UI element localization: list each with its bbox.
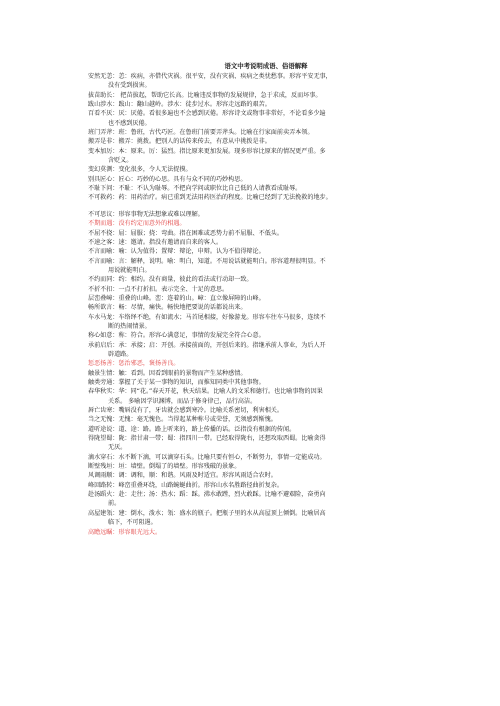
idiom-entry-continuation: 含贬义。 <box>108 157 133 165</box>
idiom-entry <box>88 128 470 137</box>
idiom-entry <box>88 91 470 100</box>
idiom-entry-text: 畅所欲言：畅：尽情，痛快。畅快地把要说的话都说出来。 <box>88 304 247 312</box>
idiom-entry-text: 触景生情：触：看到。因看到眼前的景物而产生某种感情。 <box>88 369 247 377</box>
idiom-entry-text: 高屋建瓴：建：倒水，泼水；瓴：盛水的瓶子。把瓶子里的水从高屋顶上倾倒。比喻居高 <box>88 509 326 517</box>
idiom-entry-text: 不折不扣：一点不打折扣。表示完全、十足的意思。 <box>88 285 229 293</box>
idiom-entry-text: 安然无恙：恙：疾病，亦借代灾祸。很平安，没有灾祸、疾病之类忧愁事。形容平安无事， <box>88 73 332 80</box>
idiom-entry <box>88 462 470 471</box>
idiom-entry-text: 层峦叠嶂：重叠的山峰。峦：连着的山。嶂：直立像屏障的山峰。 <box>88 294 265 302</box>
idiom-entry-text: 不可思议：形容事物无法想象或难以理解。 <box>88 210 204 218</box>
idiom-entry <box>88 434 470 453</box>
idiom-entry-text: 断壁残垣：垣：墙壁。倒塌了的墙壁。形容残破的景象。 <box>88 463 241 471</box>
idiom-entry <box>88 359 470 368</box>
idiom-entry-continuation: 前。 <box>108 500 121 508</box>
idiom-entry-continuation: 关系。 多喻因学识渊博，而品于修身律己，品行高洁。 <box>108 397 257 405</box>
idiom-entry-continuation: 断的热闹情景。 <box>108 322 151 330</box>
idiom-entry-text: 跋山涉水：跋山：翻山越岭。涉水：徒步过水。形容走远路的艰苦。 <box>88 101 271 109</box>
idiom-entry <box>88 275 470 284</box>
idiom-entry-text: 唇亡齿寒：嘴唇没有了，牙齿就会感到寒冷。比喻关系密切，利害相关。 <box>88 407 283 415</box>
idiom-entry-text: 称心如意：称：符合。形容心满意足，事情的发展完全符合心意。 <box>88 332 265 340</box>
idiom-entry-text: 不可救药：药：用药治疗。病已重到无法用药医治的程度。比喻已经到了无法挽救的地步。 <box>88 194 332 202</box>
idiom-entry <box>88 285 470 294</box>
idiom-entry <box>88 165 470 174</box>
idiom-list-section-2 <box>88 210 470 537</box>
idiom-entry <box>88 509 470 528</box>
section-gap <box>88 203 470 210</box>
idiom-entry-continuation: 没有受到损害。 <box>108 82 151 90</box>
idiom-entry <box>88 247 470 256</box>
idiom-entry <box>88 471 470 480</box>
idiom-entry <box>88 184 470 193</box>
idiom-entry-text: 搬弄是非：搬弄：挑拨。把别人的话传来传去，有意从中挑拨是非。 <box>88 138 271 146</box>
idiom-entry-text: 风调雨顺：调：调和，顺：和谐。风雨及时适宜。形容风雨适合农时。 <box>88 472 277 480</box>
idiom-entry <box>88 100 470 109</box>
idiom-entry <box>88 238 470 247</box>
idiom-entry <box>88 528 470 537</box>
idiom-entry-text: 不速之客：速：邀请。指没有邀请而自来的客人。 <box>88 238 223 246</box>
idiom-entry-text: 赴汤蹈火：赴：走往；汤：热水；蹈：踩。沸水敢蹚，烈火敢踩。比喻不避艰险，奋勇向 <box>88 491 326 499</box>
idiom-entry-continuation: 无厌。 <box>108 444 127 452</box>
idiom-entry-text: 道听途说：道、途：路。路上听来的，路上传播的话。泛指没有根据的传闻。 <box>88 425 296 433</box>
idiom-list-section-1 <box>88 72 470 203</box>
idiom-entry <box>88 109 470 128</box>
idiom-entry <box>88 490 470 509</box>
idiom-entry-text: 触类旁通：掌握了关于某一事物的知识，而推知同类中其他事物。 <box>88 379 265 386</box>
idiom-entry <box>88 378 470 387</box>
idiom-entry-text: 拔苗助长： 把苗拔起，帮助它长高。比喻违反事物的发展规律，急于求成，反而坏事。 <box>88 91 322 99</box>
idiom-entry <box>88 387 470 406</box>
idiom-entry-continuation: 辟道路。 <box>108 350 133 358</box>
idiom-entry <box>88 72 470 91</box>
idiom-entry <box>88 453 470 462</box>
idiom-entry-text: 百看不厌：厌：厌倦。看很多遍也不会感到厌倦。形容诗文或物事非常好，不论看多少遍 <box>88 110 326 118</box>
idiom-entry-text: 高瞻远瞩：形容眼光远大。 <box>88 528 162 536</box>
idiom-entry-text: 惩恶扬善：惩治邪恶，褒扬善良。 <box>88 360 180 368</box>
idiom-entry-text: 不言而喻：言：解释，说明。喻：明白，知道。不用说话就能明白。形容道理很明显。不 <box>88 257 326 265</box>
idiom-entry <box>88 210 470 219</box>
document-title: 语文中考说明成语、俗语解释 <box>224 62 308 70</box>
idiom-entry-continuation: 用说就能明白。 <box>108 266 151 274</box>
idiom-entry-text: 滴水穿石：水不断下滴，可以滴穿石头。比喻只要有恒心，不断努力，事情一定能成功。 <box>88 453 326 461</box>
idiom-entry-text: 车水马龙：车络绎不绝，有如流水；马首尾相接，好像游龙。形容车往车马很多，连续不 <box>88 313 326 321</box>
idiom-entry <box>88 219 470 228</box>
idiom-entry <box>88 406 470 415</box>
idiom-entry-text: 春华秋实：华：同“花。”春天开花，秋天结果。比喻人的文采和德行。也比喻事物的因果 <box>88 388 323 396</box>
idiom-entry-text: 班门弄斧：班：鲁班，古代巧匠。在鲁班门前要弄斧头。比喻在行家面前卖弄本领。 <box>88 129 314 137</box>
idiom-entry <box>88 303 470 312</box>
idiom-entry-continuation: 也不感到厌倦。 <box>108 119 151 127</box>
idiom-entry-text: 不耻下问：不耻：不认为耻辱。不把向学问或职位比自己低的人请教看成耻辱。 <box>88 185 302 193</box>
idiom-entry-text: 变幻莫测：变化很多，令人无法捉摸。 <box>88 166 192 174</box>
idiom-entry-text: 当之无愧：无愧：毫无愧色。当得起某种称号或荣誉，无须感到惭愧。 <box>88 416 277 424</box>
idiom-entry <box>88 175 470 184</box>
idiom-entry <box>88 331 470 340</box>
idiom-entry <box>88 481 470 490</box>
idiom-entry-text: 得陇望蜀：陇：指甘肃一带；蜀：指四川一带。已经取得陇右，还想攻取西蜀。比喻贪得 <box>88 435 326 443</box>
idiom-entry <box>88 369 470 378</box>
idiom-entry-text: 不期而遇：没有约定而意外的相遇。 <box>88 220 186 228</box>
idiom-entry-text: 变本加厉：本：原来。厉：猛烈。指比原来更加发展。现多形容比原来的情况更严重。多 <box>88 147 326 155</box>
idiom-entry <box>88 257 470 276</box>
idiom-entry-text: 不屈不挠：屈：屈服；挠：弯曲。指在困难或恶势力前不屈服、不低头。 <box>88 229 283 237</box>
idiom-entry <box>88 425 470 434</box>
idiom-entry <box>88 229 470 238</box>
idiom-entry <box>88 294 470 303</box>
idiom-entry-continuation: 临下，不可阻遏。 <box>108 519 157 527</box>
idiom-entry-text: 承前启后：承：承接；启：开创。承接前面的，开创后来的。指继承前人事业，为后人开 <box>88 341 326 349</box>
idiom-entry <box>88 313 470 332</box>
idiom-entry-text: 别具匠心：匠心：巧妙的心思。具有与众不同的巧妙构思。 <box>88 175 247 183</box>
idiom-entry-text: 不约而同：约：相约。没有商量，彼此的看法或行动却一致。 <box>88 276 253 284</box>
idiom-entry-text: 峰回路转：峰峦重叠环绕，山路蜿蜒曲折。形容山水名胜路径曲折复杂。 <box>88 481 283 489</box>
idiom-entry-text: 不言而喻：喻：认为值得；置辩：辩论，申辩。认为不值得辩论。 <box>88 248 265 256</box>
idiom-entry <box>88 341 470 360</box>
idiom-entry <box>88 193 470 202</box>
idiom-entry <box>88 415 470 424</box>
idiom-entry <box>88 147 470 166</box>
idiom-entry <box>88 137 470 146</box>
